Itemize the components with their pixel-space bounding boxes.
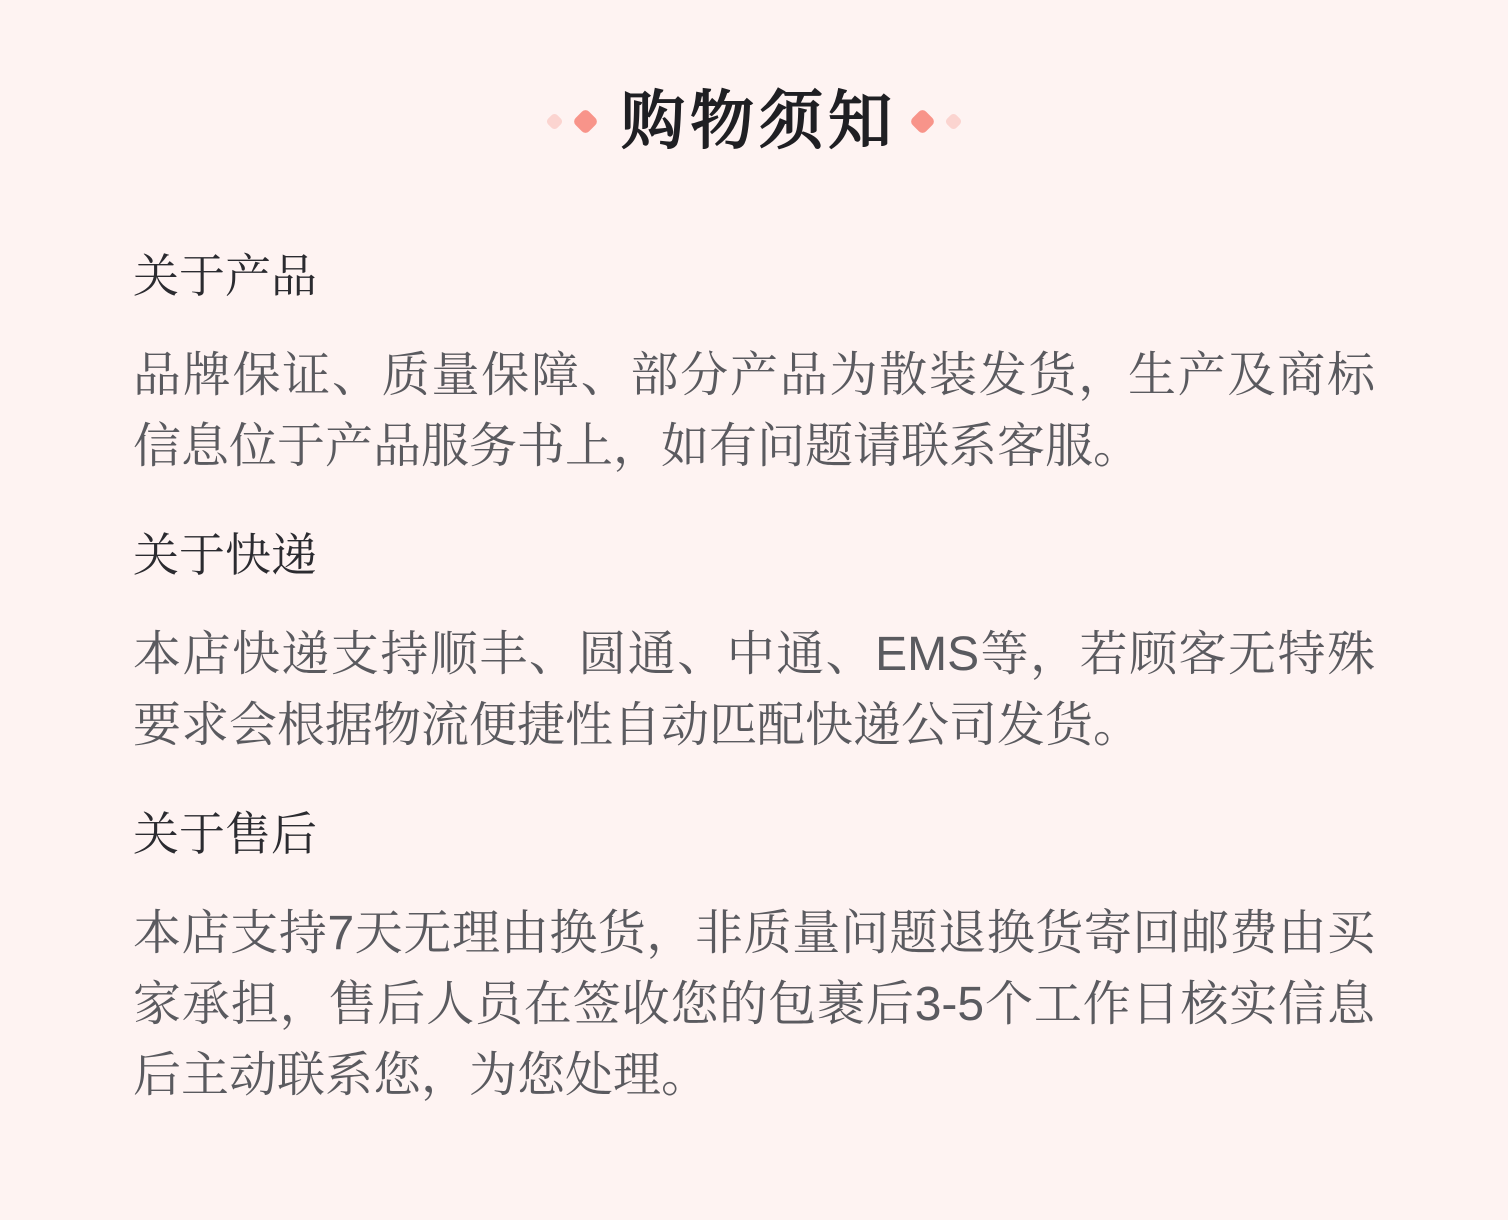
section-about-aftersales	[133, 807, 1375, 1111]
section-body-about-product: 品牌保证、质量保障、部分产品为散装发货，生产及商标信息位于产品服务书上，如有问题请联系客服。	[133, 349, 1375, 473]
section-about-product	[133, 249, 1375, 482]
diamond-accent-small-left-icon	[545, 112, 563, 130]
diamond-accent-small-right-icon	[944, 112, 962, 130]
notice-content	[0, 249, 1508, 1111]
section-about-shipping	[133, 528, 1375, 761]
section-heading-about-aftersales: 关于售后	[133, 808, 317, 860]
section-body-about-aftersales: 本店支持7天无理由换货，非质量问题退换货寄回邮费由买家承担，售后人员在签收您的包裹后3-5个工作日核实信息后主动联系您，为您处理。	[133, 907, 1375, 1102]
section-heading-about-shipping: 关于快递	[133, 529, 317, 581]
page-title-row	[0, 0, 1508, 156]
section-heading-about-product: 关于产品	[133, 250, 317, 302]
diamond-accent-large-left-icon	[572, 108, 599, 135]
diamond-accent-large-right-icon	[909, 108, 936, 135]
section-body-about-shipping: 本店快递支持顺丰、圆通、中通、EMS等，若顾客无特殊要求会根据物流便捷性自动匹配快递公司发货。	[133, 628, 1375, 752]
page-title: 购物须知	[621, 85, 897, 157]
